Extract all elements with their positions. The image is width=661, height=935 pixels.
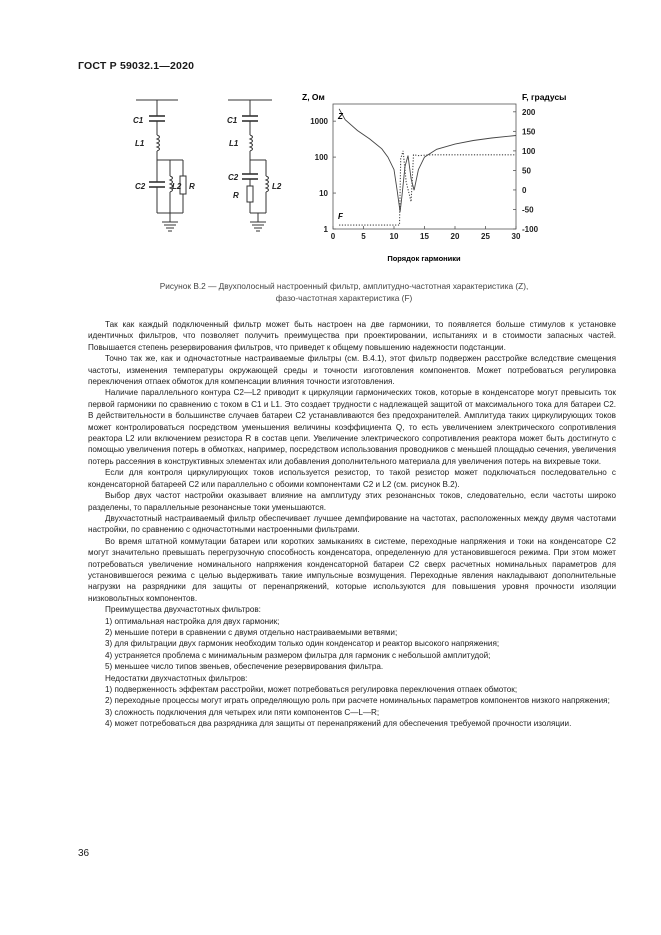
y-right-tick-label: 0: [522, 185, 527, 195]
circuit2-label-l2: L2: [272, 182, 282, 191]
y-right-tick-label: 100: [522, 146, 536, 156]
y-right-tick-label: -100: [522, 225, 539, 234]
x-tick-label: 20: [450, 232, 460, 241]
x-tick-label: 10: [389, 232, 399, 241]
x-tick-label: 5: [361, 232, 366, 241]
x-tick-label: 15: [420, 232, 429, 241]
y-left-tick-label: 100: [314, 153, 328, 163]
y-left-axis-label: Z, Ом: [302, 92, 325, 102]
page-number: 36: [78, 848, 90, 859]
list-item: 1) оптимальная настройка для двух гармоник;: [105, 616, 280, 626]
y-left-tick-label: 10: [319, 189, 328, 199]
circuit1-label-l1: L1: [135, 139, 145, 148]
y-right-tick-label: 200: [522, 107, 536, 117]
list-item: 3) сложность подключения для четырех или пяти компонентов C—L—R;: [105, 707, 380, 717]
list-item: 5) меньшее число типов звеньев, обеспечение резервирования фильтра.: [105, 662, 384, 672]
chart-plot-frame: [333, 104, 516, 229]
advantages-heading: Преимущества двухчастотных фильтров:: [105, 605, 261, 615]
paragraph: Выбор двух частот настройки оказывает влияние на амплитуду этих резонансных токов, следовательно, если частоты широко разделены, то параллельные резонансные токи уменьшаются.: [88, 491, 616, 512]
list-item: 4) может потребоваться два разрядника для защиты от перенапряжений для обеспечения требуемой прочности изоляции.: [105, 719, 572, 729]
paragraph: Точно так же, как и одночастотные настраиваемые фильтры (см. В.4.1), этот фильтр подвержен расстройке вследствие смещения частоты, изменения температуры окружающей среды и точности изготовления компонентов. Может потребоваться регулировка переключения отпаек обмоток для компенсации влияния точности изготовления.: [88, 354, 616, 387]
paragraph: Если для контроля циркулирующих токов используется резистор, то такой резистор может подключаться последовательно с конденсаторной батареей C2 или параллельно с обоими компонентами C2 и L2 (см. рисунок В.2).: [88, 468, 616, 489]
circuit1-label-c1: C1: [133, 116, 144, 125]
disadvantages-heading: Недостатки двухчастотных фильтров:: [105, 673, 248, 683]
body-text: [88, 319, 616, 730]
paragraph: Двухчастотный настраиваемый фильтр обеспечивает лучшее демпфирование на частотах, расположенных между двумя частотами настройки, по сравнению с одночастотными настроенными фильтрами.: [88, 513, 616, 535]
circuit1-label-c2: C2: [135, 182, 146, 191]
figure-b2: [0, 0, 661, 280]
list-item: 1) подверженность эффектам расстройки, может потребоваться регулировка переключения отпаек обмоток;: [105, 685, 518, 694]
circuit-diagram-1: [136, 100, 186, 231]
x-tick-label: 0: [330, 232, 336, 241]
list-item: 2) меньшие потери в сравнении с двумя отдельно настраиваемыми ветвями;: [105, 627, 398, 637]
paragraph: Во время штатной коммутации батареи или коротких замыканиях в системе, переходные напряжения и токи на конденсаторе C2 могут значительно превышать перегрузочную способность конденсатора, определенную для установившегося режима. При этом может потребоваться увеличение номинального напряжения конденсаторной батареи C2 сверх расчетных номинальных параметров для установившегося режима с целью выдерживать такие импульсные возмущения. Переходные явления накладывают дополнительные нагрузки на разрядники для защиты от перенапряжений, которые используются для повышения уровня прочности изоляции низковольтных компонентов.: [88, 536, 616, 603]
y-right-axis-label: F, градусы: [522, 92, 567, 102]
series-f-line: [339, 151, 516, 225]
circuit2-label-l1: L1: [229, 139, 239, 148]
paragraph: Наличие параллельного контура C2—L2 приводит к циркуляции гармонических токов, которые в конденсаторе могут превысить ток первой гармоники по сравнению с током в C1 и L1. Это создает трудности с надлежащей защитой от максимального тока для батареи C2. В действительности в большинстве случаев батареи C2 устанавливаются без предохранителей. Амплитуда таких циркулирующих токов может контролироваться посредством уменьшения величины коэффициента Q, то есть увеличением электрического сопротивления реактора L2 или включением резистора R в состав цепи. Увеличение электрического сопротивления реактора может быть достигнуто с помощью увеличения потерь в обмотках, например, посредством использования проводников с меньшей площадью сечения, увеличения потерь рассеяния в конструктивных элементах или добавления дополнительного материала для увеличения потерь на вихревые токи.: [88, 388, 616, 466]
y-right-tick-label: 150: [522, 127, 536, 137]
document-header: ГОСТ Р 59032.1—2020: [78, 60, 195, 72]
series-z-label: Z: [338, 112, 343, 121]
x-axis-label: Порядок гармоники: [387, 254, 461, 263]
circuit1-label-l2: L2: [172, 182, 182, 191]
circuit2-label-c1: C1: [227, 116, 238, 125]
y-right-tick-label: -50: [522, 205, 534, 215]
x-tick-label: 25: [481, 232, 490, 241]
list-item: 2) переходные процессы могут играть определяющую роль при расчете номинальных параметров компонентов низкого напряжения;: [105, 696, 610, 706]
series-f-label: F: [338, 212, 343, 221]
y-left-tick-label: 1000: [310, 117, 328, 127]
circuit2-label-c2: C2: [228, 173, 239, 182]
circuit2-label-r: R: [233, 191, 239, 200]
list-item: 4) устраняется проблема с минимальным размером фильтра для гармоник с небольшой амплитудой;: [105, 650, 491, 660]
impedance-phase-chart: [302, 92, 566, 263]
paragraph: Так как каждый подключенный фильтр может быть настроен на две гармоники, то появляется больше стимулов к установке идентичных фильтров, что позволяет получить преимущества при проектировании, испытаниях и в стоимости запасных частей. Повышается степень резервирования фильтров, что приведет к общему повышению надежности подстанции.: [88, 320, 616, 352]
y-right-tick-label: 50: [522, 166, 531, 176]
list-item: 3) для фильтрации двух гармоник необходим только один конденсатор и реактор высокого напряжения;: [105, 639, 500, 649]
series-z-line: [339, 109, 516, 212]
inductor-l1-symbol: [157, 135, 160, 151]
circuit1-label-r: R: [189, 182, 195, 191]
caption-line-2: фазо-частотная характеристика (F): [275, 293, 413, 303]
caption-line-1: Рисунок В.2 — Двухполосный настроенный фильтр, амплитудно-частотная характеристика (Z),: [159, 281, 529, 291]
y-left-tick-label: 1: [323, 225, 328, 234]
x-tick-label: 30: [511, 232, 521, 241]
figure-caption: [70, 280, 618, 304]
